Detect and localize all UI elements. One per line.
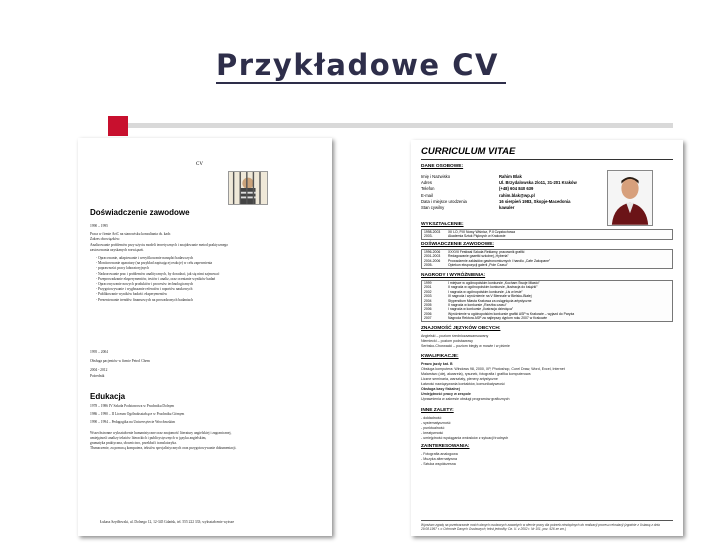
exp1-line: Zakres obowiązków: [90,237,121,242]
language-item: Angielski – poziom średniozaawansowany [421,334,489,338]
other-item: - umiejętność wyciągania wniosków z sytuacji trudnych [421,436,509,440]
languages-list [421,334,671,349]
award-row: 2003 III nagroda i wyróżnienie na V Biennale w Bielsku-Białej [424,294,532,299]
interest-item: - Muzyka alternatywna [421,457,457,461]
language-item: Serbsko-Chorwacki – poziom biegły w mowie i w piśmie [421,344,510,348]
personal-heading: DANE OSOBOWE: [421,164,464,169]
qualification-item: Prawo jazdy kat. B [421,362,453,366]
qualification-item: Łatwość nawiązywania kontaktów, komunikatywność [421,382,505,386]
experience-row: 2005- Opiekun ekspozycji galerii „Pole Czasu” [424,263,508,268]
award-row: 2002 I nagroda w ogólnopolskim konkursie „Lis w lesie” [424,289,523,294]
award-row: 2004 Stypendium Miasta Krakowa za osiągnięcia artystyczne [424,298,532,303]
personal-row: Data i miejsce urodzenia 16 sierpień 1983, Skopje-Macedonia [421,198,571,204]
exp1-bullet: - Opracowanie, adaptowanie i weryfikowanie narzędzi badawczych [98,256,324,261]
exp1-line: Analizowanie problemów przy użyciu modeli teoretycznych i znajdowanie metod praktycznego [90,242,229,247]
personal-row: Stan cywilny kawaler [421,205,515,211]
qualifications-list [421,362,671,402]
qualification-item: Uprawnienia w zakresie obsługi programów graficznych [421,397,510,401]
experience-row: 2001-2003 Redagowanie gazetki szkolnej „Hyberia” [424,254,509,259]
education-heading: Edukacja [90,392,126,401]
exp3-line: Pośrednik [90,373,105,378]
language-item: Niemiecki – poziom podstawowy [421,339,473,343]
interests-heading: ZAINTERESOWANIA: [421,444,470,449]
interest-item: - Fotografia analogowa [421,452,458,456]
award-row: 2005 II nagroda w konkursie „Rzeźba czasu” [424,302,507,307]
experience-block-1 [90,224,324,303]
education-row: 2003- Akademia Sztuk Pięknych w Krakowie [424,234,506,239]
other-list [421,416,671,441]
award-row: 2006 Wyróżnienie w ogólnopolskim konkursie grafiki ASP w Krakowie – wyjazd do Paryża [424,311,575,316]
cv-title: CURRICULUM VITAE [421,146,516,157]
award-row: 2006 I nagroda w konkursie „Ilustracja dziecięca” [424,307,514,312]
exp1-bullet: - Prezentowanie trendów finansowych na prowadzonych badaniach [98,298,324,303]
exp1-bullet: - Opracowywanie nowych produktów i procesów technologicznych [98,282,324,287]
experience-row: 1996-2006 XXXVII Festiwal Szkoła Reklamy, pracownik grafiki [424,250,525,254]
edu-paragraph-line: umiejętność analizy tekstów literackich i publicystycznych w języku angielskim, [90,435,207,440]
cv-top-label: CV [196,162,203,167]
other-heading: INNE ZALETY: [421,408,454,413]
qualification-item: Obsługa kasy fiskalnej [421,387,460,391]
exp1-bullet: - Publikowanie wyników badań i eksperymentów [98,292,324,297]
personal-row: Telefon (+48) 604 840 639 [421,186,534,192]
exp3-period: 2004 - 2012 [90,368,108,373]
exp1-bullet: - poprawności pracy laboratoryjnych [98,266,324,271]
experience-row: 2004-2006 Prowadzenie zakładów gastronomicznych i handlu „Cafe Zakopane” [424,258,551,263]
edu-line: 1978 – 1986 IV Szkoła Podstawowa w Pruchniku Dolnym [90,404,175,408]
experience-table [421,249,673,269]
cv-title-rule [421,159,673,160]
qualification-item: Malarstwo (olej, akwarela), rysunek, fotografia i grafika komputerowa [421,372,531,376]
qualification-item: Obsługa komputera: Windows 98, 2000, XP, Photoshop, Corel Draw, Word, Excel, Internet [421,367,565,371]
qualification-item: Liczne seminaria, warsztaty, plenery artystyczne [421,377,498,381]
education-row: 1998-2003 XII LO, P.III Nowy Wiśnicz, P.II Częstochowa [424,230,515,234]
personal-data-table [421,174,601,211]
other-item: - punktualność [421,426,445,430]
experience-heading: Doświadczenie zawodowe [90,208,190,217]
education-block [90,404,324,451]
exp1-period: 1990 – 1995 [90,224,108,228]
cv-document-right [411,140,683,536]
experience-heading: DOŚWIADCZENIE ZAWODOWE: [421,242,495,247]
experience-block-2 [90,350,324,379]
accent-red-block [108,116,128,136]
qualifications-heading: KWALIFIKACJE: [421,354,459,359]
award-row: 2001 II nagroda w ogólnopolskim konkursie „Ilustracja do książki” [424,285,538,290]
award-row: 1999 I miejsce w ogólnopolskim konkursie „Kocham Swoje Miasto” [424,281,540,285]
cv-photo-prisoner [228,171,268,205]
title-underline [216,82,506,84]
edu-line: 1986 – 1990 – II Liceum Ogólnokształcące w Pruchniku Górnym [90,412,185,417]
cv-photo-portrait [607,170,653,226]
interest-item: - Sztuka współczesna [421,462,456,466]
education-table [421,229,673,240]
personal-row: Imię i Nazwisko Rahim Blak [421,174,522,179]
other-item: - dokładność [421,416,442,420]
awards-table [421,280,673,322]
exp1-line: Praca w firmie ArtC na stanowisku konsultanta ds. kadr. [90,232,171,237]
cv-consent-clause: Wyrażam zgodę na przetwarzanie moich danych osobowych zawartych w ofercie pracy dla potrzeb niezbędnych do realizacji procesu rekrutacji (zgodnie z Ustawą z dnia 29.08.1997 r. o Ochronie Danych Osobowych; tekst jednolity: Dz. U. z 2002 r. Nr 101, poz. 926 ze zm.) [421,520,673,532]
edu-line: 1990 – 1994 – Pedagogika na Uniwersytecie Wrocławskim [90,420,176,425]
exp1-bullet: - Przeprowadzanie eksperymentów, testów i analiz, oraz ocenianie wyników badań [98,277,324,282]
edu-paragraph-line: Wszechstronne wykształcenie humanistyczne oraz znajomość literatury angielskiej i zagranicznej, [90,430,232,435]
cv-document-left [78,138,332,536]
awards-heading: NAGRODY I WYRÓŻNIENIA: [421,273,486,278]
exp2-period: 1995 – 2004 [90,350,108,354]
exp2-line: Obsługa pacjentów w firmie Petrol Chem [90,359,150,364]
personal-row: Adres Ul. Brzydalowska 2/o11, 31-201 Kraków [421,180,577,186]
other-item: - systematyczność [421,421,451,425]
exp1-bullet: - Monitorowanie aparatury (na przykład zapisującej reakcje) w celu zapewnienia [98,261,324,266]
exp1-line: zastosowania uzyskanych rozwiązań. [90,247,144,252]
personal-row: E-mail rahim.blak@wp.pl [421,192,535,198]
edu-paragraph-line: Tłumaczenie, za pomocą komputera, tekstów specjalistycznych oraz przygotowywanie dokumentacji. [90,446,237,451]
interests-list [421,452,671,467]
slide-title: Przykładowe CV [216,48,499,82]
award-row: 2007 Nagroda Rektora ASP za najlepszy dyplom roku 2007 w Krakowie [424,316,548,321]
other-item: - kreatywność [421,431,444,435]
exp1-bullet: - Nadzorowanie prac i problemów analitycznych, by doradzać, jak się nimi zajmować [98,272,324,277]
cv-left-footer: Łukasz Szydłowski, ul. Dolnego 12, 12-345 Gdańsk, tel. 555 222 333; wykształcenie wyższe [100,520,235,524]
qualification-item: Umiejętność pracy w zespole [421,392,471,396]
accent-grey-bar [128,123,673,128]
languages-heading: ZNAJOMOŚĆ JĘZYKÓW OBCYCH: [421,326,501,331]
education-heading: WYKSZTAŁCENIE: [421,222,464,227]
edu-paragraph-line: gramatyka praktyczna, słownictwo, przekład i translatoryka. [90,441,177,446]
exp1-bullet: - Przygotowywanie i wygłaszanie referatów i raportów naukowych [98,287,324,292]
